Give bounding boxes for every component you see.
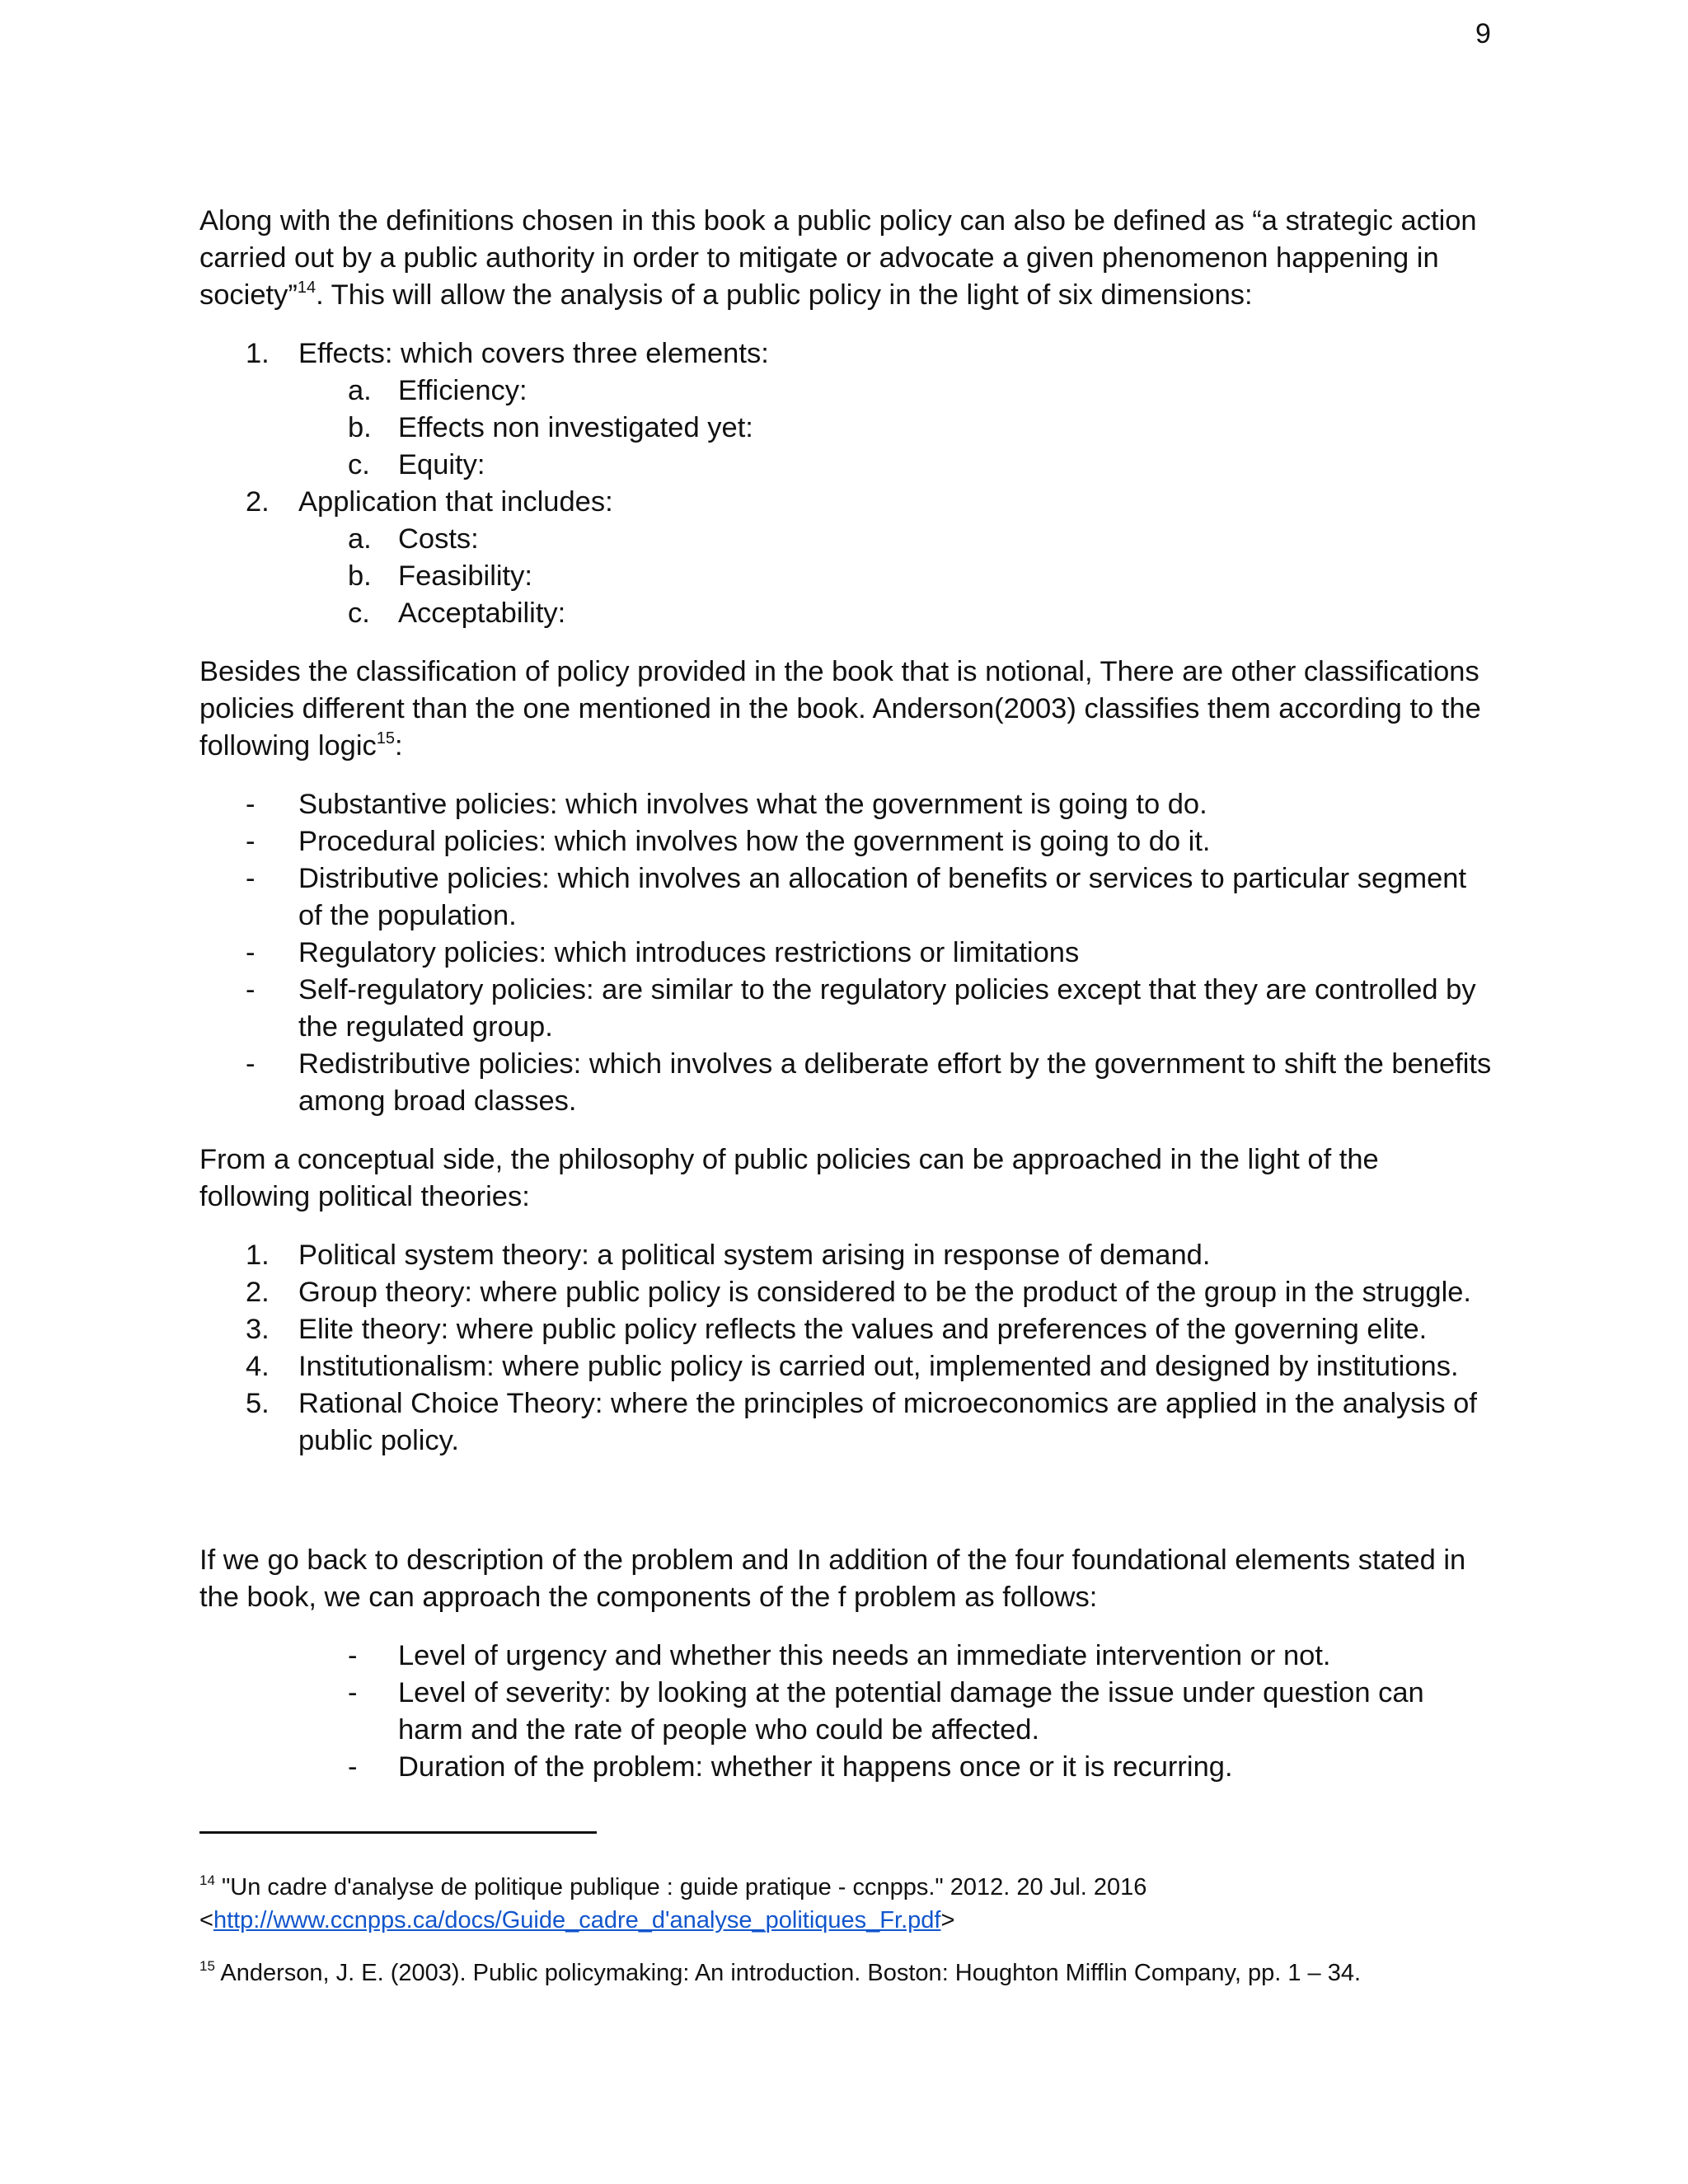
policy-types-list (199, 786, 1493, 1120)
conceptual-paragraph: From a conceptual side, the philosophy of public policies can be approached in the light of the following political theories: (199, 1144, 1379, 1212)
list-item: - Redistributive policies: which involves a deliberate effort by the government to shift the benefits among broad classes. (246, 1048, 1492, 1117)
footnote-link[interactable]: http://www.ccnpps.ca/docs/Guide_cadre_d'analyse_politiques_Fr.pdf (213, 1907, 941, 1933)
dimensions-list (199, 335, 1493, 632)
list-item: 3. Elite theory: where public policy reflects the values and preferences of the governing elite. (246, 1314, 1428, 1345)
sub-list-item: c. Equity: (348, 449, 485, 480)
theories-list (199, 1237, 1493, 1460)
sub-list-item: b. Feasibility: (348, 560, 532, 592)
list-item: - Regulatory policies: which introduces restrictions or limitations (246, 937, 1080, 968)
footnotes (199, 1871, 1493, 1990)
document-body (199, 203, 1493, 1786)
problem-paragraph: If we go back to description of the problem and In addition of the four foundational elements stated in the book, we can approach the components of the f problem as follows: (199, 1544, 1466, 1613)
footnote-ref-14[interactable]: 14 (297, 279, 316, 297)
list-item: - Procedural policies: which involves how the government is going to do it. (246, 826, 1211, 857)
sub-list-item: c. Acceptability: (348, 598, 566, 629)
sub-list-item: a. Costs: (348, 523, 479, 555)
list-item: - Duration of the problem: whether it happens once or it is recurring. (348, 1751, 1233, 1783)
footnote-15: $^{15}$ Anderson, J. E. (2003). Public policymaking: An introduction. Boston: Houghton Mifflin Company, pp. 1 – 34. (199, 1958, 1362, 1986)
list-item: 1. Effects: which covers three elements: (246, 338, 769, 369)
footnote-ref-15[interactable]: 15 (376, 729, 396, 748)
list-item: 4. Institutionalism: where public policy is carried out, implemented and designed by institutions. (246, 1351, 1459, 1382)
list-item: - Self-regulatory policies: are similar to the regulatory policies except that they are controlled by the regulated group. (246, 974, 1476, 1043)
page-number: 9 (1475, 18, 1491, 49)
footnote-separator (199, 1831, 597, 1834)
problem-components-list (199, 1638, 1493, 1786)
list-item: 1. Political system theory: a political system arising in response of demand. (246, 1240, 1211, 1271)
sub-list-item: b. Effects non investigated yet: (348, 412, 753, 443)
list-item: - Level of urgency and whether this needs an immediate intervention or not. (348, 1640, 1331, 1671)
intro-paragraph: Along with the definitions chosen in this book a public policy can also be defined as “a strategic action carried out by a public authority in order to mitigate or advocate a given phenomenon happening in society”$^{14}$. This will allow the analysis of a public policy in the light of six dimensions: (199, 205, 1477, 311)
classification-paragraph: Besides the classification of policy provided in the book that is notional, There are other classifications policies different than the one mentioned in the book. Anderson(2003) classifies them according to the following logic$^{15}$: (199, 656, 1481, 762)
list-item: - Level of severity: by looking at the potential damage the issue under question can harm and the rate of people who could be affected. (348, 1677, 1424, 1746)
list-item: - Substantive policies: which involves what the government is going to do. (246, 789, 1207, 820)
list-item: 2. Group theory: where public policy is considered to be the product of the group in the struggle. (246, 1277, 1472, 1308)
footnote-14: $^{14}$ "Un cadre d'analyse de politique publique : guide pratique - ccnpps." 2012. 20 Jul. 2016 <http://www.ccnpps.ca/docs/Guide_cadre_d'analyse_politiques_Fr.pdf> (199, 1872, 1147, 1933)
sub-list-item: a. Efficiency: (348, 375, 528, 406)
list-item: - Distributive policies: which involves an allocation of benefits or services to particular segment of the population. (246, 863, 1467, 931)
list-item: 2. Application that includes: (246, 486, 613, 518)
list-item: 5. Rational Choice Theory: where the principles of microeconomics are applied in the analysis of public policy. (246, 1388, 1477, 1456)
